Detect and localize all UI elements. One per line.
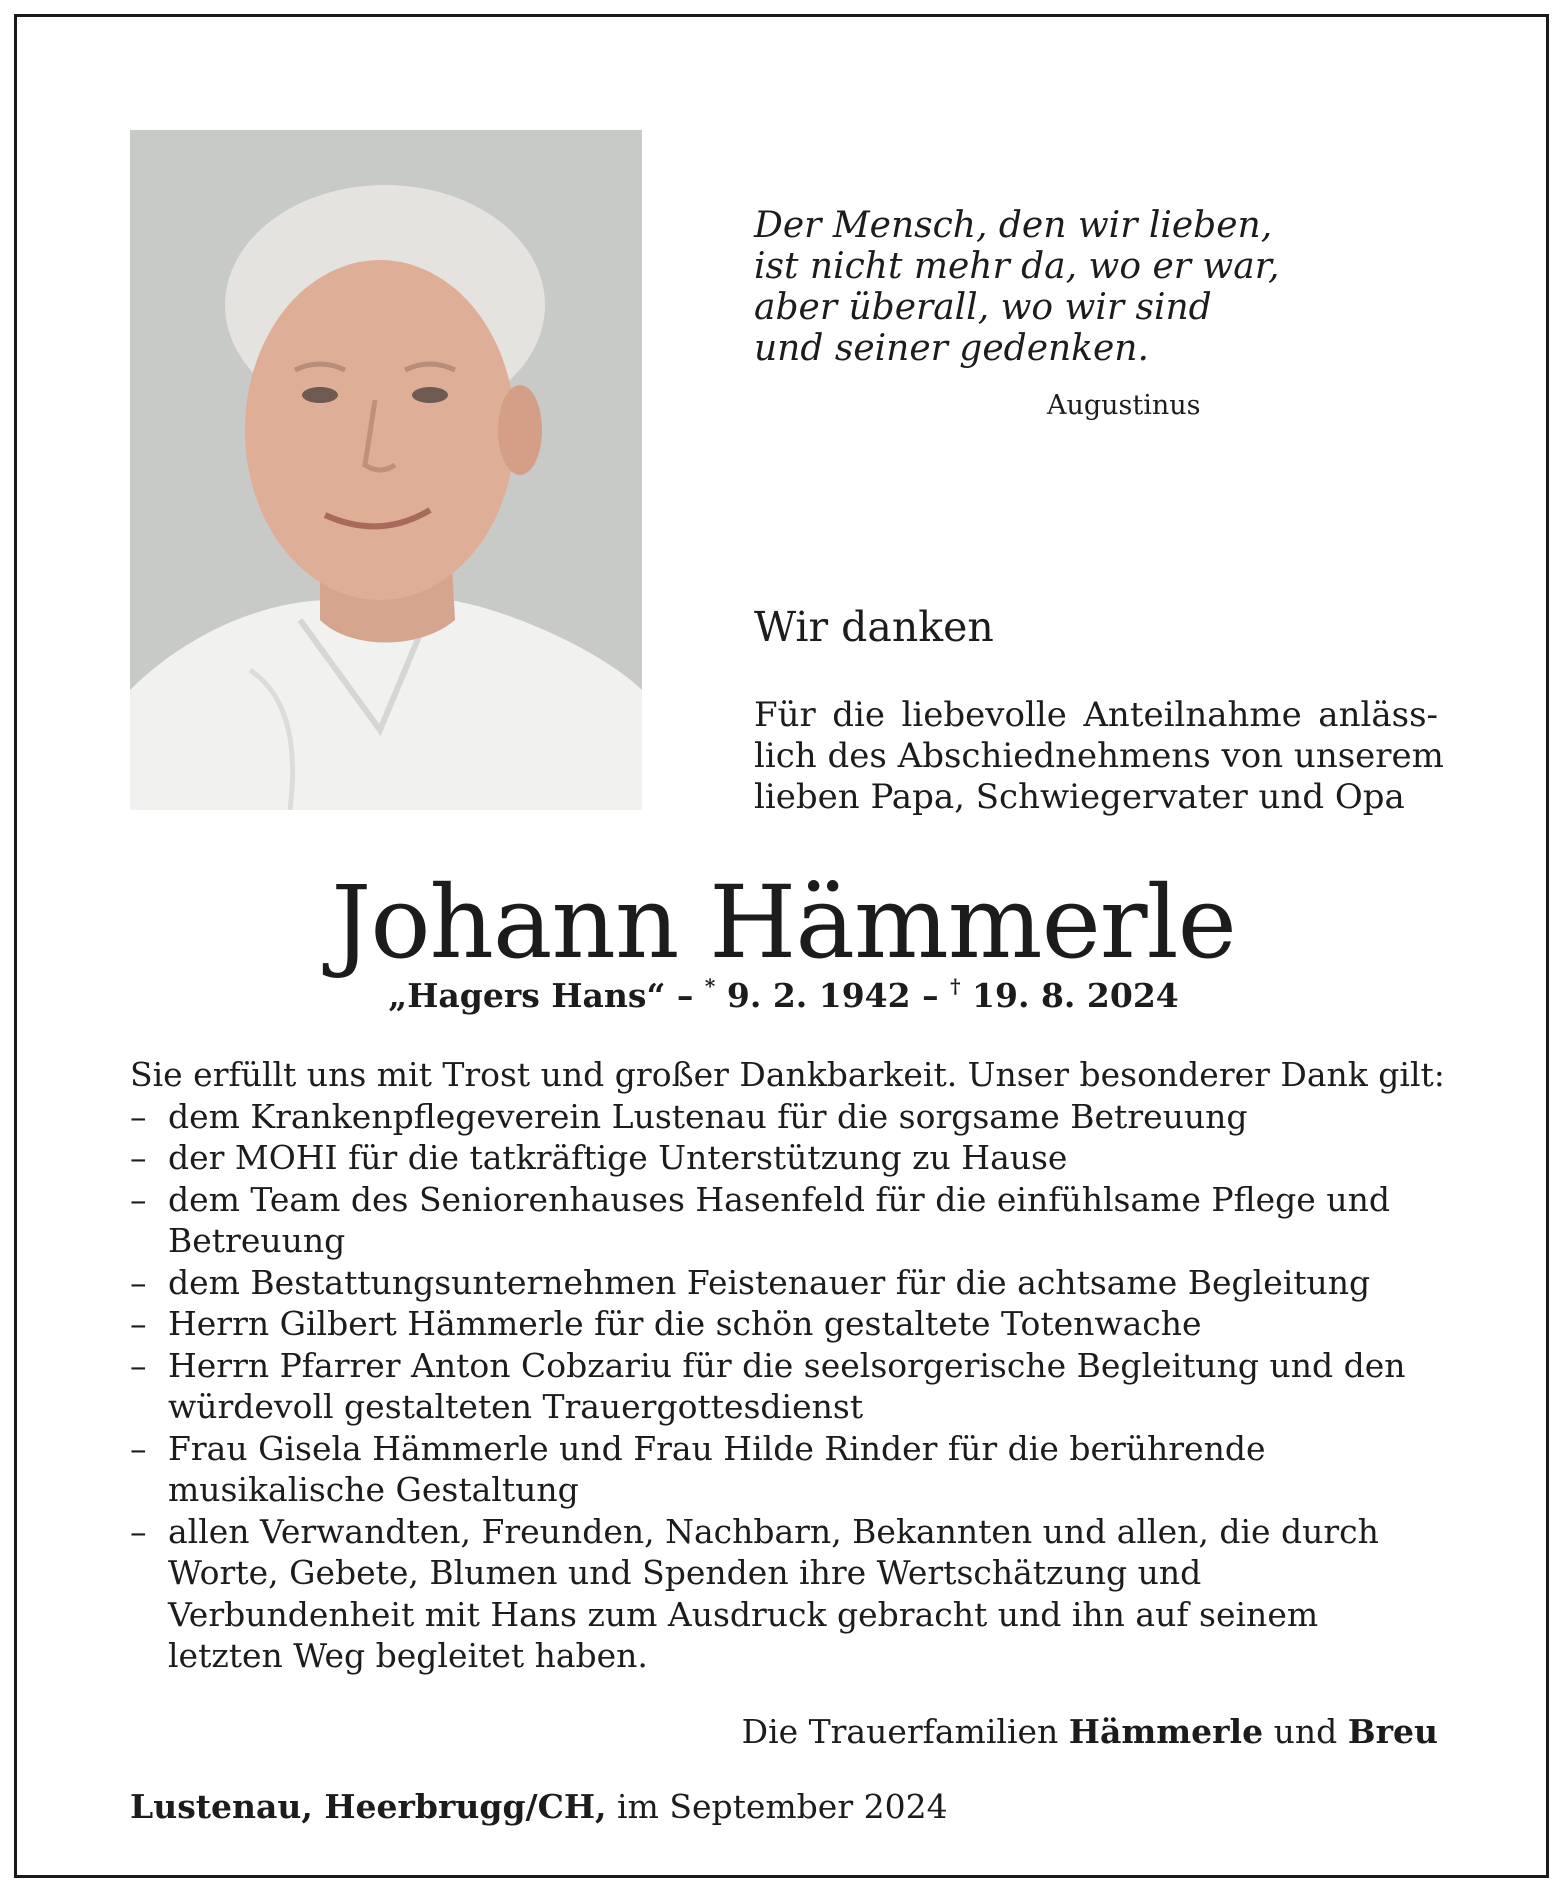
lead-text: Sie erfüllt uns mit Trost und großer Dankbarkeit. Unser besonderer Dank gilt: [130, 1055, 1445, 1094]
intro-line: lich des Abschiednehmens von unserem [754, 736, 1444, 776]
list-item: – Herrn Pfarrer Anton Cobzariu für die seelsorgerische Begleitung und den würdevoll gestalteten Trauergottesdienst [130, 1345, 1438, 1428]
birth-symbol: * [704, 974, 716, 998]
birth-date: 9. 2. 1942 [715, 976, 911, 1015]
quote-line: ist nicht mehr da, wo er war, [754, 246, 1280, 287]
list-item: – dem Team des Seniorenhauses Hasenfeld für die einfühlsame Pflege und Betreuung [130, 1179, 1438, 1262]
signoff [742, 1712, 1438, 1751]
quote-line: aber überall, wo wir sind [754, 287, 1212, 328]
quote-line: Der Mensch, den wir lieben, [754, 205, 1273, 246]
place-date-text: im September 2024 [606, 1787, 948, 1826]
family-name: Breu [1347, 1712, 1438, 1751]
intro-text [754, 695, 1444, 818]
intro-line: lieben Papa, Schwiegervater und Opa [754, 777, 1405, 817]
list-item: – Frau Gisela Hämmerle und Frau Hilde Rinder für die berührende musikalische Gestaltung [130, 1428, 1438, 1511]
place-date [130, 1787, 948, 1826]
list-item: – Herrn Gilbert Hämmerle für die schön gestaltete Totenwache [130, 1303, 1438, 1345]
separator: – [910, 976, 951, 1015]
death-symbol: † [950, 974, 961, 998]
thanks-body [130, 1054, 1445, 1677]
separator: – [665, 976, 705, 1015]
death-date: 19. 8. 2024 [960, 976, 1179, 1015]
nickname: „Hagers Hans“ [388, 976, 666, 1015]
portrait-photo [130, 130, 642, 810]
list-item: – der MOHI für die tatkräftige Unterstützung zu Hause [130, 1137, 1438, 1179]
thanks-list [130, 1096, 1438, 1677]
quote-line: und seiner gedenken. [754, 328, 1149, 369]
thanks-heading: Wir danken [754, 603, 994, 651]
family-name: Hämmerle [1068, 1712, 1264, 1751]
signoff-prefix: Die Trauerfamilien [741, 1712, 1069, 1751]
memorial-quote [754, 205, 1279, 369]
list-item: – allen Verwandten, Freunden, Nachbarn, Bekannten und allen, die durch Worte, Gebete, Blumen und Spenden ihre Wertschätzung und Verbundenheit mit Hans zum Ausdruck gebracht und ihn auf seinem letzten Weg begleitet haben. [130, 1511, 1438, 1677]
intro-line: Für die liebevolle Anteilnahme anläss- [754, 695, 1438, 735]
life-dates [0, 976, 1567, 1015]
deceased-name: Johann Hämmerle [331, 864, 1236, 981]
list-item: – dem Krankenpflegeverein Lustenau für die sorgsame Betreuung [130, 1096, 1438, 1138]
signoff-connector: und [1263, 1712, 1348, 1751]
list-item: – dem Bestattungsunternehmen Feistenauer für die achtsame Begleitung [130, 1262, 1438, 1304]
quote-author: Augustinus [1047, 390, 1201, 421]
place-location: Lustenau, Heerbrugg/CH, [130, 1787, 607, 1826]
